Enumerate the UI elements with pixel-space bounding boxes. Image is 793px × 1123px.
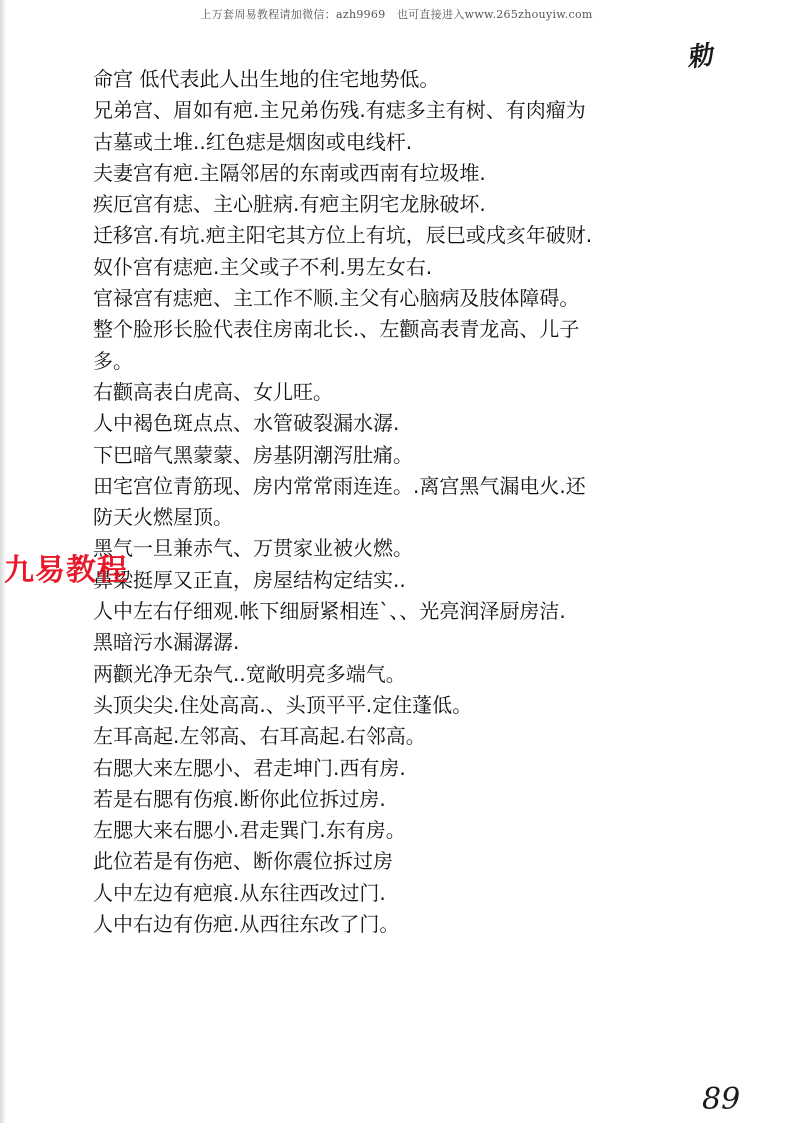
text-line: 此位若是有伤疤、断你震位拆过房 [93, 849, 393, 874]
text-line: 头顶尖尖.住处高高.、头顶平平.定住蓬低。 [93, 692, 473, 717]
text-line: 疾厄宫有痣、主心脏病.有疤主阴宅龙脉破坏. [93, 192, 486, 217]
text-line: 黑气一旦兼赤气、万贯家业被火燃。 [93, 536, 413, 561]
header-banner: 上万套周易教程请加微信：azh9969 也可直接进入www.265zhouyiw.com [200, 8, 593, 21]
text-line: 人中右边有伤疤.从西往东改了门。 [93, 912, 400, 937]
text-line: 整个脸形长脸代表住房南北长.、左颧高表青龙高、儿子 [93, 317, 580, 342]
text-line: 鼻梁挺厚又正直，房屋结构定结实.. [93, 567, 406, 592]
text-line: 人中左右仔细观.帐下细厨紧相连`、、光亮润泽厨房洁. [93, 599, 566, 624]
text-line: 迁移宫.有坑.疤主阳宅其方位上有坑，辰巳或戌亥年破财. [93, 223, 593, 248]
text-line: 人中左边有疤痕.从东往西改过门. [93, 880, 386, 905]
text-line: 人中褐色斑点点、水管破裂漏水潺. [93, 411, 400, 436]
text-line: 多。 [93, 348, 133, 373]
text-line: 下巴暗气黑蒙蒙、房基阴潮泻肚痛。 [93, 442, 413, 467]
text-line: 夫妻宫有疤.主隔邻居的东南或西南有垃圾堆. [93, 160, 486, 185]
handwritten-corner-mark: 勅 [684, 40, 715, 74]
page-number: 89 [702, 1082, 741, 1117]
text-line: 奴仆宫有痣疤.主父或子不利.男左女右. [93, 254, 433, 279]
text-line: 右腮大来左腮小、君走坤门.西有房. [93, 755, 406, 780]
text-line: 防天火燃屋顶。 [93, 505, 233, 530]
text-line: 命宫 低代表此人出生地的住宅地势低。 [93, 67, 440, 91]
text-line: 两颧光净无杂气..宽敞明亮多端气。 [93, 661, 406, 686]
text-line: 左耳高起.左邻高、右耳高起.右邻高。 [93, 724, 426, 749]
text-line: 黑暗污水漏潺潺. [93, 630, 240, 655]
watermark-logo: 九易教程 [4, 553, 128, 588]
text-line: 左腮大来右腮小.君走巽门.东有房。 [93, 818, 406, 843]
text-line: 右颧高表白虎高、女儿旺。 [93, 379, 333, 404]
text-line: 官禄宫有痣疤、主工作不顺.主父有心脑病及肢体障碍。 [93, 286, 580, 311]
text-line: 兄弟宫、眉如有疤.主兄弟伤残.有痣多主有树、有肉瘤为 [93, 98, 586, 123]
text-line: 古墓或土堆..红色痣是烟囱或电线杆. [93, 129, 413, 154]
body-text [93, 64, 653, 940]
text-line: 若是右腮有伤痕.断你此位拆过房. [93, 786, 386, 811]
text-line: 田宅宫位青筋现、房内常常雨连连。.离宫黑气漏电火.还 [93, 473, 586, 498]
